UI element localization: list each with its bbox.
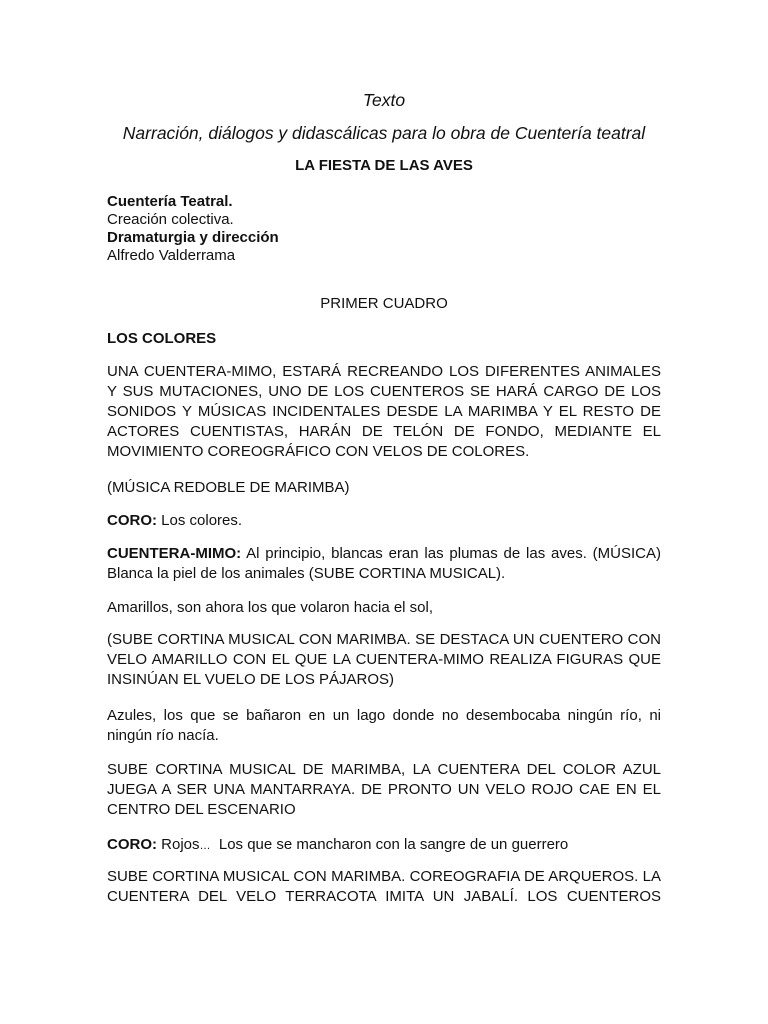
dialogue-line — [107, 511, 661, 531]
play-title: LA FIESTA DE LAS AVES — [295, 157, 473, 174]
speaker-name: CORO: — [107, 512, 157, 529]
stage-direction-paragraph: UNA CUENTERA-MIMO, ESTARÁ RECREANDO LOS DIFERENTES ANIMALES Y SUS MUTACIONES, UNO DE LOS CUENTEROS SE HARÁ CARGO DE LOS SONIDOS Y MÚSICAS INCIDENTALES DESDE LA MARIMBA Y EL RESTO DE ACTORES CUENTISTAS, HARÁN DE TELÓN DE FONDO, MEDIANTE EL MOVIMIENTO COREOGRÁFICO CON VELOS DE COLORES. — [107, 363, 661, 460]
dialogue-line — [107, 835, 661, 856]
company-value: Creación colectiva. — [107, 211, 234, 228]
speaker-name: CUENTERA-MIMO: — [107, 545, 242, 562]
dialogue-text: Los colores. — [157, 512, 243, 529]
stage-direction-paragraph: SUBE CORTINA MUSICAL CON MARIMBA. COREOGRAFIA DE ARQUEROS. LA CUENTERA DEL VELO TERRACOTA IMITA UN JABALÍ. LOS CUENTEROS — [107, 868, 661, 905]
dialogue-line — [107, 544, 661, 584]
narration-line: Amarillos, son ahora los que volaron hacia el sol, — [107, 599, 434, 616]
document-label: Texto — [362, 90, 406, 110]
dialogue-text: Los que se mancharon con la sangre de un guerrero — [210, 836, 569, 853]
company-label: Cuentería Teatral. — [107, 193, 233, 210]
director-name: Alfredo Valderrama — [107, 247, 236, 264]
dialogue-text: Al principio, blancas eran las plumas de las aves. (MÚSICA) Blanca la piel de los animales (SUBE CORTINA MUSICAL). — [107, 545, 661, 582]
stage-direction-paragraph: SUBE CORTINA MUSICAL DE MARIMBA, LA CUENTERA DEL COLOR AZUL JUEGA A SER UNA MANTARRAYA. DE PRONTO UN VELO ROJO CAE EN EL CENTRO DEL ESCENARIO — [107, 761, 661, 818]
section-heading: PRIMER CUADRO — [320, 295, 448, 312]
stage-direction-music: (MÚSICA REDOBLE DE MARIMBA) — [107, 479, 350, 496]
section-subheading: LOS COLORES — [107, 330, 217, 347]
stage-direction-paragraph: (SUBE CORTINA MUSICAL CON MARIMBA. SE DESTACA UN CUENTERO CON VELO AMARILLO CON EL QUE LA CUENTERA-MIMO REALIZA FIGURAS QUE INSINÚAN EL VUELO DE LOS PÁJAROS) — [107, 631, 661, 688]
ellipsis: … — [199, 840, 211, 852]
speaker-name: CORO: — [107, 836, 157, 853]
narration-paragraph: Azules, los que se bañaron en un lago donde no desembocaba ningún río, ni ningún río nacía. — [107, 707, 661, 744]
credits — [107, 192, 661, 266]
document-subtitle: Narración, diálogos y didascálicas para lo obra de Cuentería teatral — [122, 123, 646, 143]
dialogue-word: Rojos — [157, 836, 200, 853]
direction-label: Dramaturgia y dirección — [107, 229, 279, 246]
